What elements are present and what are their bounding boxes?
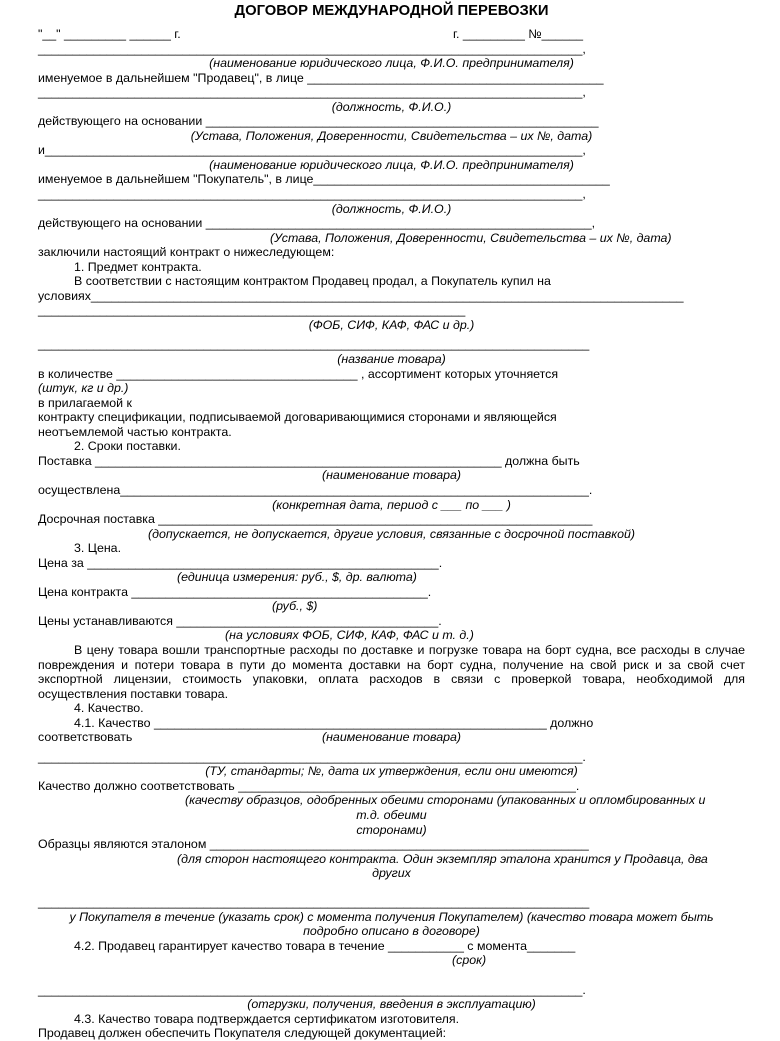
paragraph-line: 4. Качество. [74, 701, 144, 716]
field-hint: т.д. обеими [356, 807, 427, 822]
field-hint: у Покупателя в течение (указать срок) с момента получения Покупателем) (качество товара может быть [69, 909, 714, 924]
field-hint: (название товара) [337, 352, 446, 367]
document-title: ДОГОВОР МЕЖДУНАРОДНОЙ ПЕРЕВОЗКИ [234, 3, 549, 19]
fill-line: осуществлена____________________________________________________________________. [38, 482, 593, 497]
field-hint: (должность, Ф.И.О.) [331, 201, 452, 216]
field-hint: (ТУ, стандарты; №, дата их утверждения, если они имеются) [205, 764, 578, 779]
label-text: соответствовать [38, 730, 133, 745]
fill-line: Цена контракта ___________________________________________. [38, 584, 432, 599]
field-hint: (конкретная дата, период с ___ по ___ ) [272, 497, 511, 512]
fill-line: Поставка ___________________________________________________________ должна быть [38, 453, 580, 468]
field-hint: сторонами) [356, 822, 427, 837]
split-line [38, 730, 745, 745]
fill-line: именуемое в дальнейшем "Покупатель", в лице___________________________________________ [38, 172, 610, 187]
field-hint: (руб., $) [272, 599, 318, 614]
fill-line: _______________________________________________________________________________. [38, 982, 586, 997]
field-hint: других [372, 866, 411, 881]
fill-line: _______________________________________________________________________________. [38, 749, 586, 764]
fill-line: и______________________________________________________________________________, [38, 143, 586, 158]
paragraph-line: 4.2. Продавец гарантирует качество товара в течение ___________ с момента_______ [74, 938, 576, 953]
fill-line: ________________________________________________________________________________ [38, 337, 590, 352]
field-hint: (допускается, не допускается, другие условия, связанные с досрочной поставкой) [148, 526, 635, 541]
fill-line: действующего на основании _________________________________________________________ [38, 114, 599, 129]
fill-line: ______________________________________________________________ [38, 303, 466, 318]
field-hint: (должность, Ф.И.О.) [331, 99, 452, 114]
field-hint: (отгрузки, получения, введения в эксплуатацию) [247, 997, 536, 1012]
date-number-row [38, 27, 745, 42]
field-hint: (качеству образцов, одобренных обеими сторонами (упакованных и опломбированных и [185, 793, 706, 808]
city-number-field: г. _________ №______ [453, 27, 583, 41]
fill-line: именуемое в дальнейшем "Продавец", в лице ___________________________________________ [38, 70, 604, 85]
field-hint: (наименование юридического лица, Ф.И.О. предпринимателя) [209, 157, 574, 172]
paragraph-line: 2. Сроки поставки. [74, 439, 181, 454]
fill-line: _______________________________________________________________________________, [38, 41, 586, 56]
fill-line: _______________________________________________________________________________, [38, 187, 586, 202]
field-hint: (наименование товара) [321, 730, 462, 745]
fill-line: Качество должно соответствовать _________________________________________________. [38, 778, 580, 793]
spacer [38, 881, 745, 896]
field-hint: (ФОБ, СИФ, КАФ, ФАС и др.) [308, 317, 475, 332]
field-hint: подробно описано в договоре) [303, 924, 480, 939]
fill-line: Образцы являются эталоном _______________________________________________________ [38, 837, 589, 852]
fill-line: Цены устанавливаются ______________________________________. [38, 613, 442, 628]
fill-line: _______________________________________________________________________________, [38, 85, 586, 100]
fill-line: контракту спецификации, подписываемой договаривающимися сторонами и являющейся [38, 410, 557, 425]
field-hint: (срок) [452, 953, 487, 968]
date-field: "__" _________ ______ г. [38, 27, 181, 41]
fill-line: действующего на основании ________________________________________________________, [38, 216, 596, 231]
fill-line: Досрочная поставка _______________________________________________________________ [38, 512, 593, 527]
fill-line: Цена за ___________________________________________________. [38, 555, 443, 570]
fill-line: Продавец должен обеспечить Покупателя следующей документацией: [38, 1026, 447, 1041]
fill-line: в прилагаемой к [38, 395, 132, 410]
fill-line: ________________________________________________________________________________ [38, 895, 590, 910]
fill-line-wide: условиях______________________________________________________________________________________ [38, 288, 684, 303]
fill-line: неотъемлемой частью контракта. [38, 424, 232, 439]
field-hint: (штук, кг и др.) [38, 381, 129, 396]
field-hint: (наименование юридического лица, Ф.И.О. предпринимателя) [209, 56, 574, 71]
paragraph-line: В соответствии с настоящим контрактом Продавец продал, а Покупатель купил на [74, 274, 551, 289]
field-hint: (Устава, Положения, Доверенности, Свидетельства – их №, дата) [270, 230, 672, 245]
fill-line: в количестве ___________________________________ , ассортимент которых уточняется [38, 366, 559, 381]
spacer [38, 968, 745, 983]
field-hint: (единица измерения: руб., $, др. валюта) [177, 570, 417, 585]
paragraph-line: 4.1. Качество _________________________________________________________ должно [74, 715, 594, 730]
body-paragraph: В цену товара вошли транспортные расходы по доставке и погрузке товара на борт судна, все расходы в случае повреждения и потери товара в пути до момента доставки на борт судна, получение на свой риск и за свой счет экспортной лицензии, стоимость упаковки, оплата расходов в связи с проверкой товара, необходимой для осуществления поставки товара. [38, 642, 745, 701]
field-hint: (Устава, Положения, Доверенности, Свидетельства – их №, дата) [190, 128, 593, 143]
paragraph-line: 3. Цена. [74, 541, 122, 556]
document-body [38, 27, 745, 1041]
paragraph-line: 4.3. Качество товара подтверждается сертификатом изготовителя. [74, 1011, 460, 1026]
field-hint: (для сторон настоящего контракта. Один экземпляр эталона хранится у Продавца, два [177, 851, 708, 866]
field-hint: (на условиях ФОБ, СИФ, КАФ, ФАС и т. д.) [225, 628, 474, 643]
paragraph-line: 1. Предмет контракта. [74, 259, 202, 274]
field-hint: (наименование товара) [321, 468, 462, 483]
fill-line: заключили настоящий контракт о нижеследующем: [38, 245, 335, 260]
